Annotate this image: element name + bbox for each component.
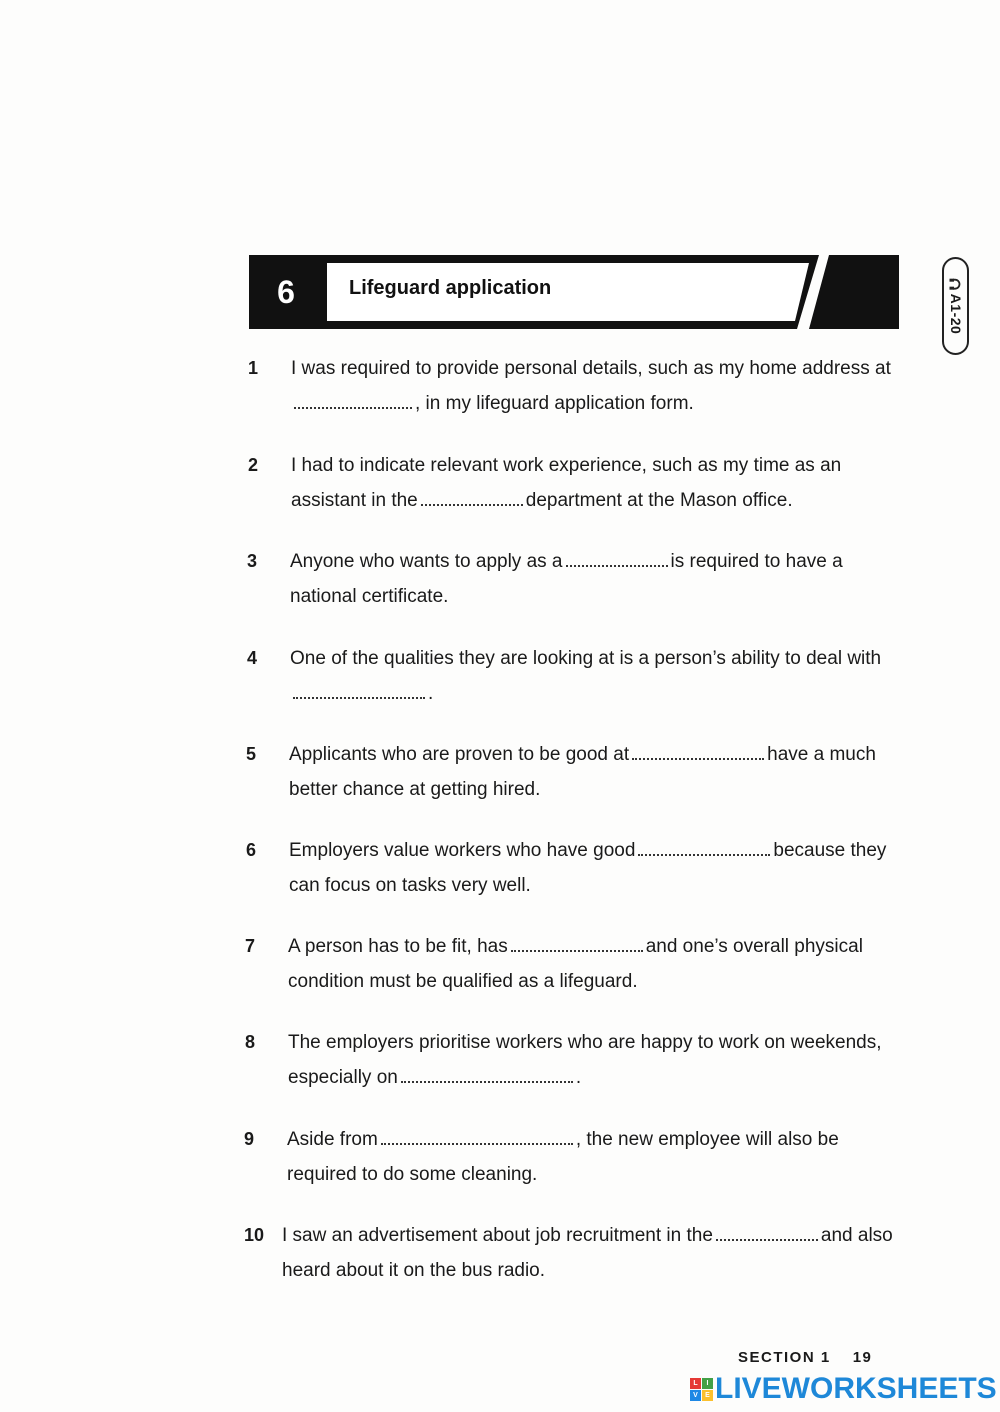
question-number: 9 [244,1129,255,1149]
question-number: 3 [247,551,258,571]
answer-blank[interactable] [511,936,643,952]
section-header [249,255,899,329]
question-number: 8 [245,1032,256,1052]
question-text-after: is required to have a national certificate. [290,551,843,607]
question-text-after: and also heard about it on the bus radio. [282,1225,893,1281]
answer-blank[interactable] [716,1225,818,1241]
question-text-before: Employers value workers who have good [289,840,636,861]
answer-blank[interactable] [293,683,425,699]
watermark-text: LIVEWORKSHEETS [715,1372,997,1405]
question-item [246,737,906,807]
answer-blank[interactable] [566,551,668,567]
question-number: 10 [244,1225,265,1245]
question-text-before: A person has to be fit, has [288,936,508,957]
logo-tile: V [690,1390,701,1401]
question-number: 4 [247,648,258,668]
audio-track-label: A1-20 [947,293,964,335]
answer-blank[interactable] [421,490,523,506]
question-item [246,833,906,903]
question-number: 6 [246,840,257,860]
question-text-after: and one’s overall physical condition must be qualified as a lifeguard. [288,936,863,992]
question-text-before: Aside from [287,1129,378,1150]
logo-tile: L [690,1378,701,1389]
question-text-before: Anyone who wants to apply as a [290,551,563,572]
question-number: 1 [248,358,259,378]
question-number: 5 [246,744,257,764]
question-text-after: . [428,683,434,704]
question-text-after: , the new employee will also be required to do some cleaning. [287,1129,839,1185]
question-item [247,641,907,711]
question-text-before: Applicants who are proven to be good at [289,744,630,765]
question-text-after: because they can focus on tasks very well. [289,840,887,896]
liveworksheets-watermark [690,1373,997,1405]
answer-blank[interactable] [632,744,764,760]
question-number: 2 [248,455,259,475]
page-number: 19 [852,1349,873,1366]
section-title: Lifeguard application [349,277,552,299]
logo-tile: E [702,1390,713,1401]
footer-section-label: SECTION 1 [738,1349,831,1366]
question-text-after: , in my lifeguard application form. [415,393,694,414]
question-item [247,544,907,614]
question-text-before: I saw an advertisement about job recruitment in the [282,1225,713,1246]
question-item [245,1025,905,1095]
question-text-after: department at the Mason office. [525,490,793,511]
answer-blank[interactable] [294,393,412,409]
question-item [248,448,908,518]
answer-blank[interactable] [401,1067,573,1083]
question-item [248,351,908,421]
question-text-after: . [575,1067,582,1088]
page-footer [738,1349,872,1366]
question-item [244,1122,904,1192]
section-number: 6 [277,273,295,310]
answer-blank[interactable] [381,1129,573,1145]
question-text-before: One of the qualities they are looking at is a person’s ability to deal with [290,648,882,669]
question-number: 7 [245,936,256,956]
question-item [245,929,905,999]
audio-track-tab[interactable] [942,257,969,355]
question-text-after: have a much better chance at getting hired. [289,744,876,800]
header-band-graphic [249,255,899,329]
question-text-before: The employers prioritise workers who are happy to work on weekends, especially on [288,1032,882,1088]
question-text-before: I had to indicate relevant work experience, such as my time as an assistant in the [291,455,842,511]
headphones-icon [949,278,962,291]
liveworksheets-logo [690,1378,713,1401]
question-item [244,1218,904,1288]
logo-tile: I [702,1378,713,1389]
question-text-before: I was required to provide personal details, such as my home address at [291,358,891,379]
answer-blank[interactable] [638,840,770,856]
